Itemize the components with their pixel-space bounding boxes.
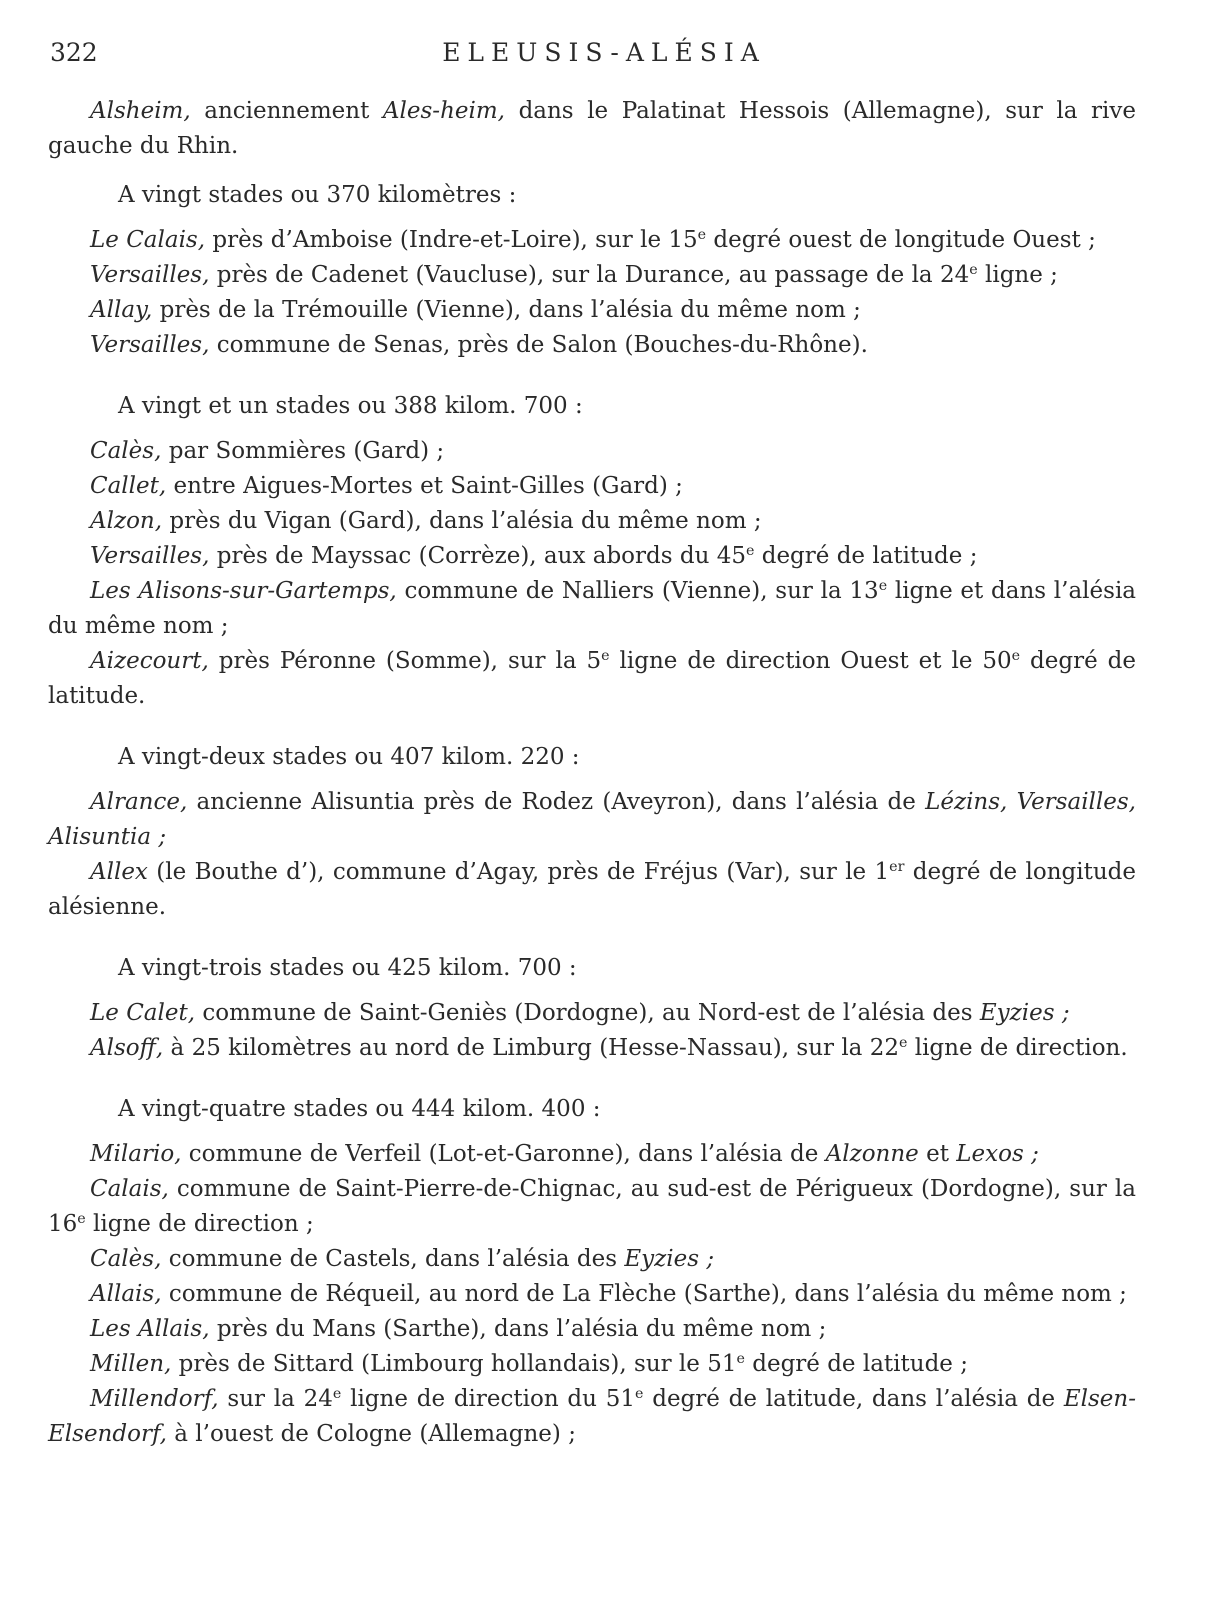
entry-text: anciennement bbox=[190, 98, 383, 124]
entry-text: ancienne Alisuntia près de Rodez (Aveyron), dans l’alésia de bbox=[187, 789, 926, 815]
entry-text: degré de latitude ; bbox=[744, 1351, 968, 1377]
place-name: Eyzies ; bbox=[979, 1000, 1070, 1026]
entry-text: ligne de direction du 51 bbox=[341, 1386, 636, 1412]
section-heading: A vingt-trois stades ou 425 kilom. 700 : bbox=[118, 955, 577, 981]
entry-text: ligne de direction ; bbox=[85, 1211, 314, 1237]
entry-text: degré de longitude alésienne. bbox=[48, 859, 1137, 920]
place-name: Milario, bbox=[90, 1141, 182, 1167]
place-name: Allay, bbox=[90, 297, 153, 323]
entry-text: commune de Verfeil (Lot-et-Garonne), dans l’alésia de bbox=[181, 1141, 826, 1167]
place-name: Elsen-Elsendorf, bbox=[48, 1386, 1136, 1447]
place-name: Alzon, bbox=[90, 508, 163, 534]
entry-text: à l’ouest de Cologne (Allemagne) ; bbox=[166, 1421, 576, 1447]
place-entry bbox=[48, 504, 1136, 539]
place-name: Alsheim, bbox=[90, 98, 191, 124]
place-entry bbox=[48, 1382, 1136, 1452]
entry-text: commune de Saint-Pierre-de-Chignac, au sud-est de Périgueux (Dordogne), sur la 16 bbox=[48, 1176, 1136, 1237]
page-header bbox=[50, 38, 1158, 78]
entry-text: ligne de direction Ouest et le 50 bbox=[609, 648, 1012, 674]
entry-text: degré ouest de longitude Ouest ; bbox=[706, 227, 1096, 253]
place-entry bbox=[48, 1137, 1136, 1172]
place-entry bbox=[48, 258, 1136, 293]
ordinal-suffix: e bbox=[697, 227, 707, 244]
ordinal-suffix: e bbox=[1011, 648, 1021, 665]
place-name: Lézins, Versailles, Alisuntia ; bbox=[48, 789, 1136, 850]
place-entry bbox=[48, 855, 1136, 925]
ordinal-suffix: e bbox=[969, 262, 978, 279]
place-name: Calais, bbox=[90, 1176, 169, 1202]
ordinal-suffix: e bbox=[332, 1386, 342, 1403]
entry-text: ligne et dans l’alésia du même nom ; bbox=[48, 578, 1137, 639]
running-title: ELEUSIS-ALÉSIA bbox=[442, 38, 766, 67]
entry-text: commune de Nalliers (Vienne), sur la 13 bbox=[396, 578, 879, 604]
entry-text: dans le Palatinat Hessois (Allemagne), sur la rive gauche du Rhin. bbox=[48, 98, 1136, 159]
section-heading: A vingt-deux stades ou 407 kilom. 220 : bbox=[118, 744, 580, 770]
entry-text: degré de latitude. bbox=[48, 648, 1136, 709]
ordinal-suffix: e bbox=[736, 1351, 745, 1368]
place-name: Calès, bbox=[90, 1246, 162, 1272]
place-entry bbox=[48, 469, 1136, 504]
entry-text: près du Mans (Sarthe), dans l’alésia du même nom ; bbox=[209, 1316, 827, 1342]
entry-text: ligne ; bbox=[977, 262, 1058, 288]
section-heading: A vingt et un stades ou 388 kilom. 700 : bbox=[118, 393, 583, 419]
entry-text: près d’Amboise (Indre-et-Loire), sur le 15 bbox=[205, 227, 698, 253]
entry-text: ligne de direction. bbox=[907, 1035, 1128, 1061]
place-name: Versailles, bbox=[90, 262, 210, 288]
entry-text: par Sommières (Gard) ; bbox=[161, 438, 445, 464]
place-entry bbox=[48, 785, 1136, 855]
place-entry bbox=[48, 644, 1136, 714]
entry-text: à 25 kilomètres au nord de Limburg (Hesse-Nassau), sur la 22 bbox=[163, 1035, 899, 1061]
entry-text: commune de Saint-Geniès (Dordogne), au Nord-est de l’alésia des bbox=[195, 1000, 980, 1026]
ordinal-suffix: e bbox=[898, 1035, 908, 1052]
entry-text: degré de latitude ; bbox=[754, 543, 978, 569]
entry-text: commune de Réqueil, au nord de La Flèche (Sarthe), dans l’alésia du même nom ; bbox=[161, 1281, 1127, 1307]
ordinal-suffix: e bbox=[878, 578, 888, 595]
place-name: Le Calais, bbox=[90, 227, 206, 253]
page-number: 322 bbox=[50, 38, 98, 67]
ordinal-suffix: e bbox=[601, 648, 610, 665]
section-heading: A vingt-quatre stades ou 444 kilom. 400 : bbox=[118, 1096, 601, 1122]
place-name: Lexos ; bbox=[956, 1141, 1039, 1167]
place-name: Versailles, bbox=[90, 543, 210, 569]
place-name: Alsoff, bbox=[90, 1035, 164, 1061]
place-name: Alrance, bbox=[90, 789, 188, 815]
entry-text: près de Mayssac (Corrèze), aux abords du 45 bbox=[209, 543, 746, 569]
entry-text: près du Vigan (Gard), dans l’alésia du même nom ; bbox=[162, 508, 762, 534]
place-name: Versailles, bbox=[90, 332, 210, 358]
entry-text: près de Sittard (Limbourg hollandais), sur le 51 bbox=[171, 1351, 737, 1377]
entry-text: près de la Trémouille (Vienne), dans l’alésia du même nom ; bbox=[152, 297, 861, 323]
place-name: Ales-heim, bbox=[382, 98, 505, 124]
place-name: Calès, bbox=[90, 438, 162, 464]
place-name: Les Allais, bbox=[90, 1316, 210, 1342]
place-entry bbox=[48, 1031, 1136, 1066]
place-entry bbox=[48, 94, 1136, 164]
entry-text: sur la 24 bbox=[218, 1386, 333, 1412]
section bbox=[48, 740, 1136, 925]
place-name: Allex bbox=[90, 859, 148, 885]
section bbox=[48, 94, 1136, 164]
ordinal-suffix: er bbox=[889, 859, 905, 876]
place-entry bbox=[48, 1242, 1136, 1277]
place-name: Allais, bbox=[90, 1281, 162, 1307]
place-entry bbox=[48, 293, 1136, 328]
entry-text: près Péronne (Somme), sur la 5 bbox=[208, 648, 602, 674]
place-name: Eyzies ; bbox=[624, 1246, 715, 1272]
entry-text: près de Cadenet (Vaucluse), sur la Durance, au passage de la 24 bbox=[209, 262, 970, 288]
entry-text: degré de latitude, dans l’alésia de bbox=[643, 1386, 1064, 1412]
entry-text: et bbox=[918, 1141, 957, 1167]
ordinal-suffix: e bbox=[635, 1386, 644, 1403]
entry-text: commune de Castels, dans l’alésia des bbox=[161, 1246, 625, 1272]
place-entry bbox=[48, 996, 1136, 1031]
place-entry bbox=[48, 434, 1136, 469]
entry-text: entre Aigues-Mortes et Saint-Gilles (Gard) ; bbox=[166, 473, 683, 499]
ordinal-suffix: e bbox=[745, 543, 755, 560]
place-name: Alzonne bbox=[825, 1141, 919, 1167]
section bbox=[48, 1092, 1136, 1452]
place-entry bbox=[48, 328, 1136, 363]
section bbox=[48, 389, 1136, 714]
place-name: Le Calet, bbox=[90, 1000, 196, 1026]
place-entry bbox=[48, 574, 1136, 644]
place-name: Callet, bbox=[90, 473, 167, 499]
place-name: Aizecourt, bbox=[90, 648, 209, 674]
place-entry bbox=[48, 1347, 1136, 1382]
place-name: Millen, bbox=[90, 1351, 172, 1377]
place-name: Millendorf, bbox=[90, 1386, 219, 1412]
place-entry bbox=[48, 1277, 1136, 1312]
page-body bbox=[48, 94, 1136, 1452]
place-entry bbox=[48, 539, 1136, 574]
place-name: Les Alisons-sur-Gartemps, bbox=[90, 578, 397, 604]
entry-text: (le Bouthe d’), commune d’Agay, près de Fréjus (Var), sur le 1 bbox=[147, 859, 890, 885]
section bbox=[48, 178, 1136, 363]
place-entry bbox=[48, 1312, 1136, 1347]
place-entry bbox=[48, 1172, 1136, 1242]
section bbox=[48, 951, 1136, 1066]
entry-text: commune de Senas, près de Salon (Bouches-du-Rhône). bbox=[209, 332, 868, 358]
section-heading: A vingt stades ou 370 kilomètres : bbox=[118, 182, 517, 208]
place-entry bbox=[48, 223, 1136, 258]
ordinal-suffix: e bbox=[77, 1211, 86, 1228]
